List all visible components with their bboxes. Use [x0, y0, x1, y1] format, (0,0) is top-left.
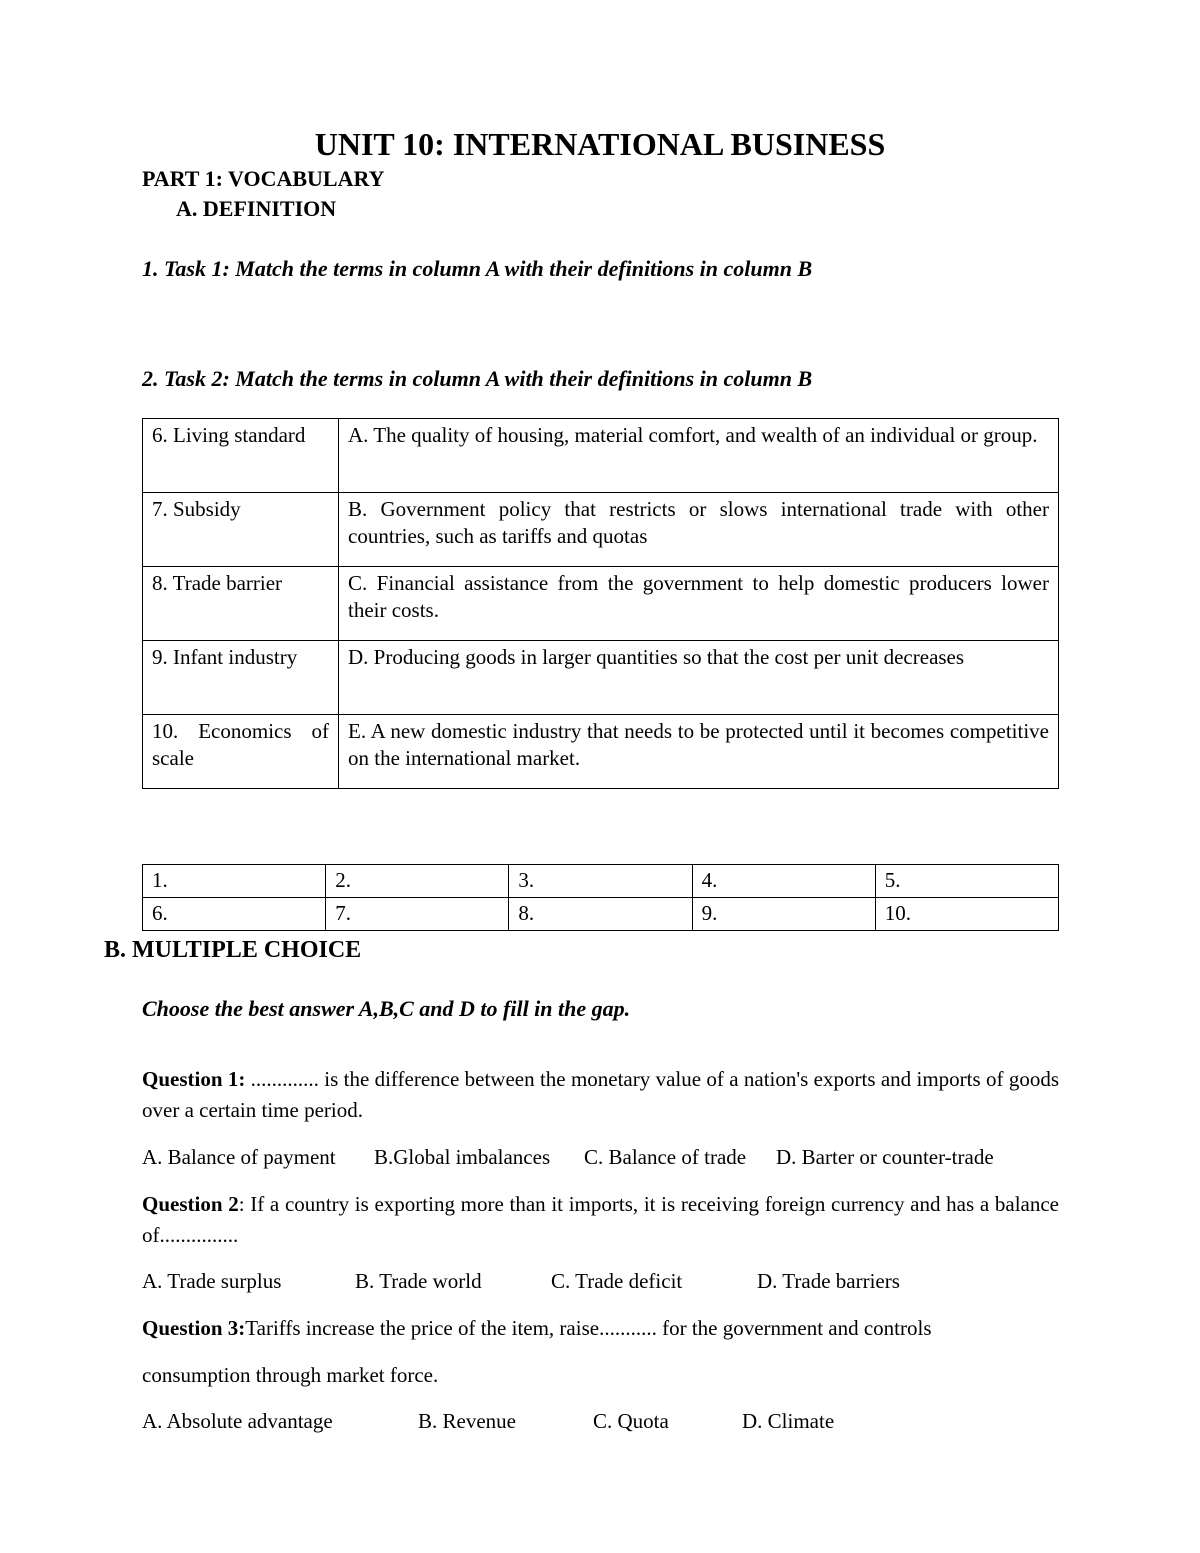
answer-cell[interactable]: 8. [509, 898, 692, 931]
term-cell: 7. Subsidy [143, 493, 339, 567]
option-c[interactable]: C. Balance of trade [584, 1145, 747, 1169]
table-row [143, 419, 1059, 493]
answer-cell[interactable]: 7. [326, 898, 509, 931]
term-cell: 10. Economics of scale [143, 715, 339, 789]
option-c[interactable]: C. Quota [593, 1409, 669, 1433]
definition-cell: C. Financial assistance from the government to help domestic producers lower their costs. [339, 567, 1059, 641]
question-text: ............. is the difference between the monetary value of a nation's exports and imports of goods over a certain time period. [142, 1067, 1059, 1122]
question-1 [142, 1064, 1059, 1126]
question-label: Question 2 [142, 1192, 239, 1216]
option-d[interactable]: D. Barter or counter-trade [776, 1145, 994, 1169]
table-row [143, 567, 1059, 641]
question-2 [142, 1189, 1059, 1251]
answer-cell[interactable]: 4. [692, 865, 875, 898]
page-title: UNIT 10: INTERNATIONAL BUSINESS [314, 126, 886, 162]
question-3-continuation: consumption through market force. [142, 1363, 439, 1387]
answer-cell[interactable]: 9. [692, 898, 875, 931]
option-b[interactable]: B.Global imbalances [374, 1145, 551, 1169]
answer-cell[interactable]: 10. [875, 898, 1058, 931]
option-a[interactable]: A. Balance of payment [142, 1145, 336, 1169]
section-a-heading: A. DEFINITION [176, 196, 337, 221]
answer-grid [142, 864, 1059, 931]
question-label: Question 3: [142, 1316, 246, 1340]
task-2-instruction: 2. Task 2: Match the terms in column A with their definitions in column B [142, 366, 813, 391]
definition-cell: E. A new domestic industry that needs to be protected until it becomes competitive on the international market. [339, 715, 1059, 789]
definition-cell: D. Producing goods in larger quantities so that the cost per unit decreases [339, 641, 1059, 715]
option-b[interactable]: B. Trade world [355, 1269, 482, 1293]
part-heading: PART 1: VOCABULARY [142, 166, 385, 191]
option-c[interactable]: C. Trade deficit [551, 1269, 683, 1293]
question-3-options [142, 1406, 834, 1436]
answer-row [143, 898, 1059, 931]
multiple-choice-instruction: Choose the best answer A,B,C and D to fill in the gap. [142, 996, 631, 1021]
question-2-options [142, 1266, 900, 1296]
question-text: : If a country is exporting more than it imports, it is receiving foreign currency and has a balance of............... [142, 1192, 1059, 1247]
option-a[interactable]: A. Absolute advantage [142, 1409, 333, 1433]
task-1-instruction: 1. Task 1: Match the terms in column A with their definitions in column B [142, 256, 813, 281]
definition-table [142, 418, 1059, 789]
table-row [143, 641, 1059, 715]
answer-cell[interactable]: 2. [326, 865, 509, 898]
question-3 [142, 1313, 932, 1343]
option-a[interactable]: A. Trade surplus [142, 1269, 282, 1293]
question-1-options [142, 1142, 994, 1172]
answer-cell[interactable]: 6. [143, 898, 326, 931]
definition-cell: A. The quality of housing, material comfort, and wealth of an individual or group. [339, 419, 1059, 493]
term-cell: 9. Infant industry [143, 641, 339, 715]
term-cell: 6. Living standard [143, 419, 339, 493]
answer-cell[interactable]: 1. [143, 865, 326, 898]
term-cell: 8. Trade barrier [143, 567, 339, 641]
question-text: Tariffs increase the price of the item, raise........... for the government and controls [245, 1316, 932, 1340]
option-b[interactable]: B. Revenue [418, 1409, 516, 1433]
question-label: Question 1: [142, 1067, 246, 1091]
table-row [143, 715, 1059, 789]
option-d[interactable]: D. Trade barriers [757, 1269, 900, 1293]
answer-cell[interactable]: 3. [509, 865, 692, 898]
definition-cell: B. Government policy that restricts or slows international trade with other countries, such as tariffs and quotas [339, 493, 1059, 567]
section-b-heading: B. MULTIPLE CHOICE [104, 937, 362, 963]
answer-cell[interactable]: 5. [875, 865, 1058, 898]
option-d[interactable]: D. Climate [742, 1409, 835, 1433]
table-row [143, 493, 1059, 567]
answer-row [143, 865, 1059, 898]
